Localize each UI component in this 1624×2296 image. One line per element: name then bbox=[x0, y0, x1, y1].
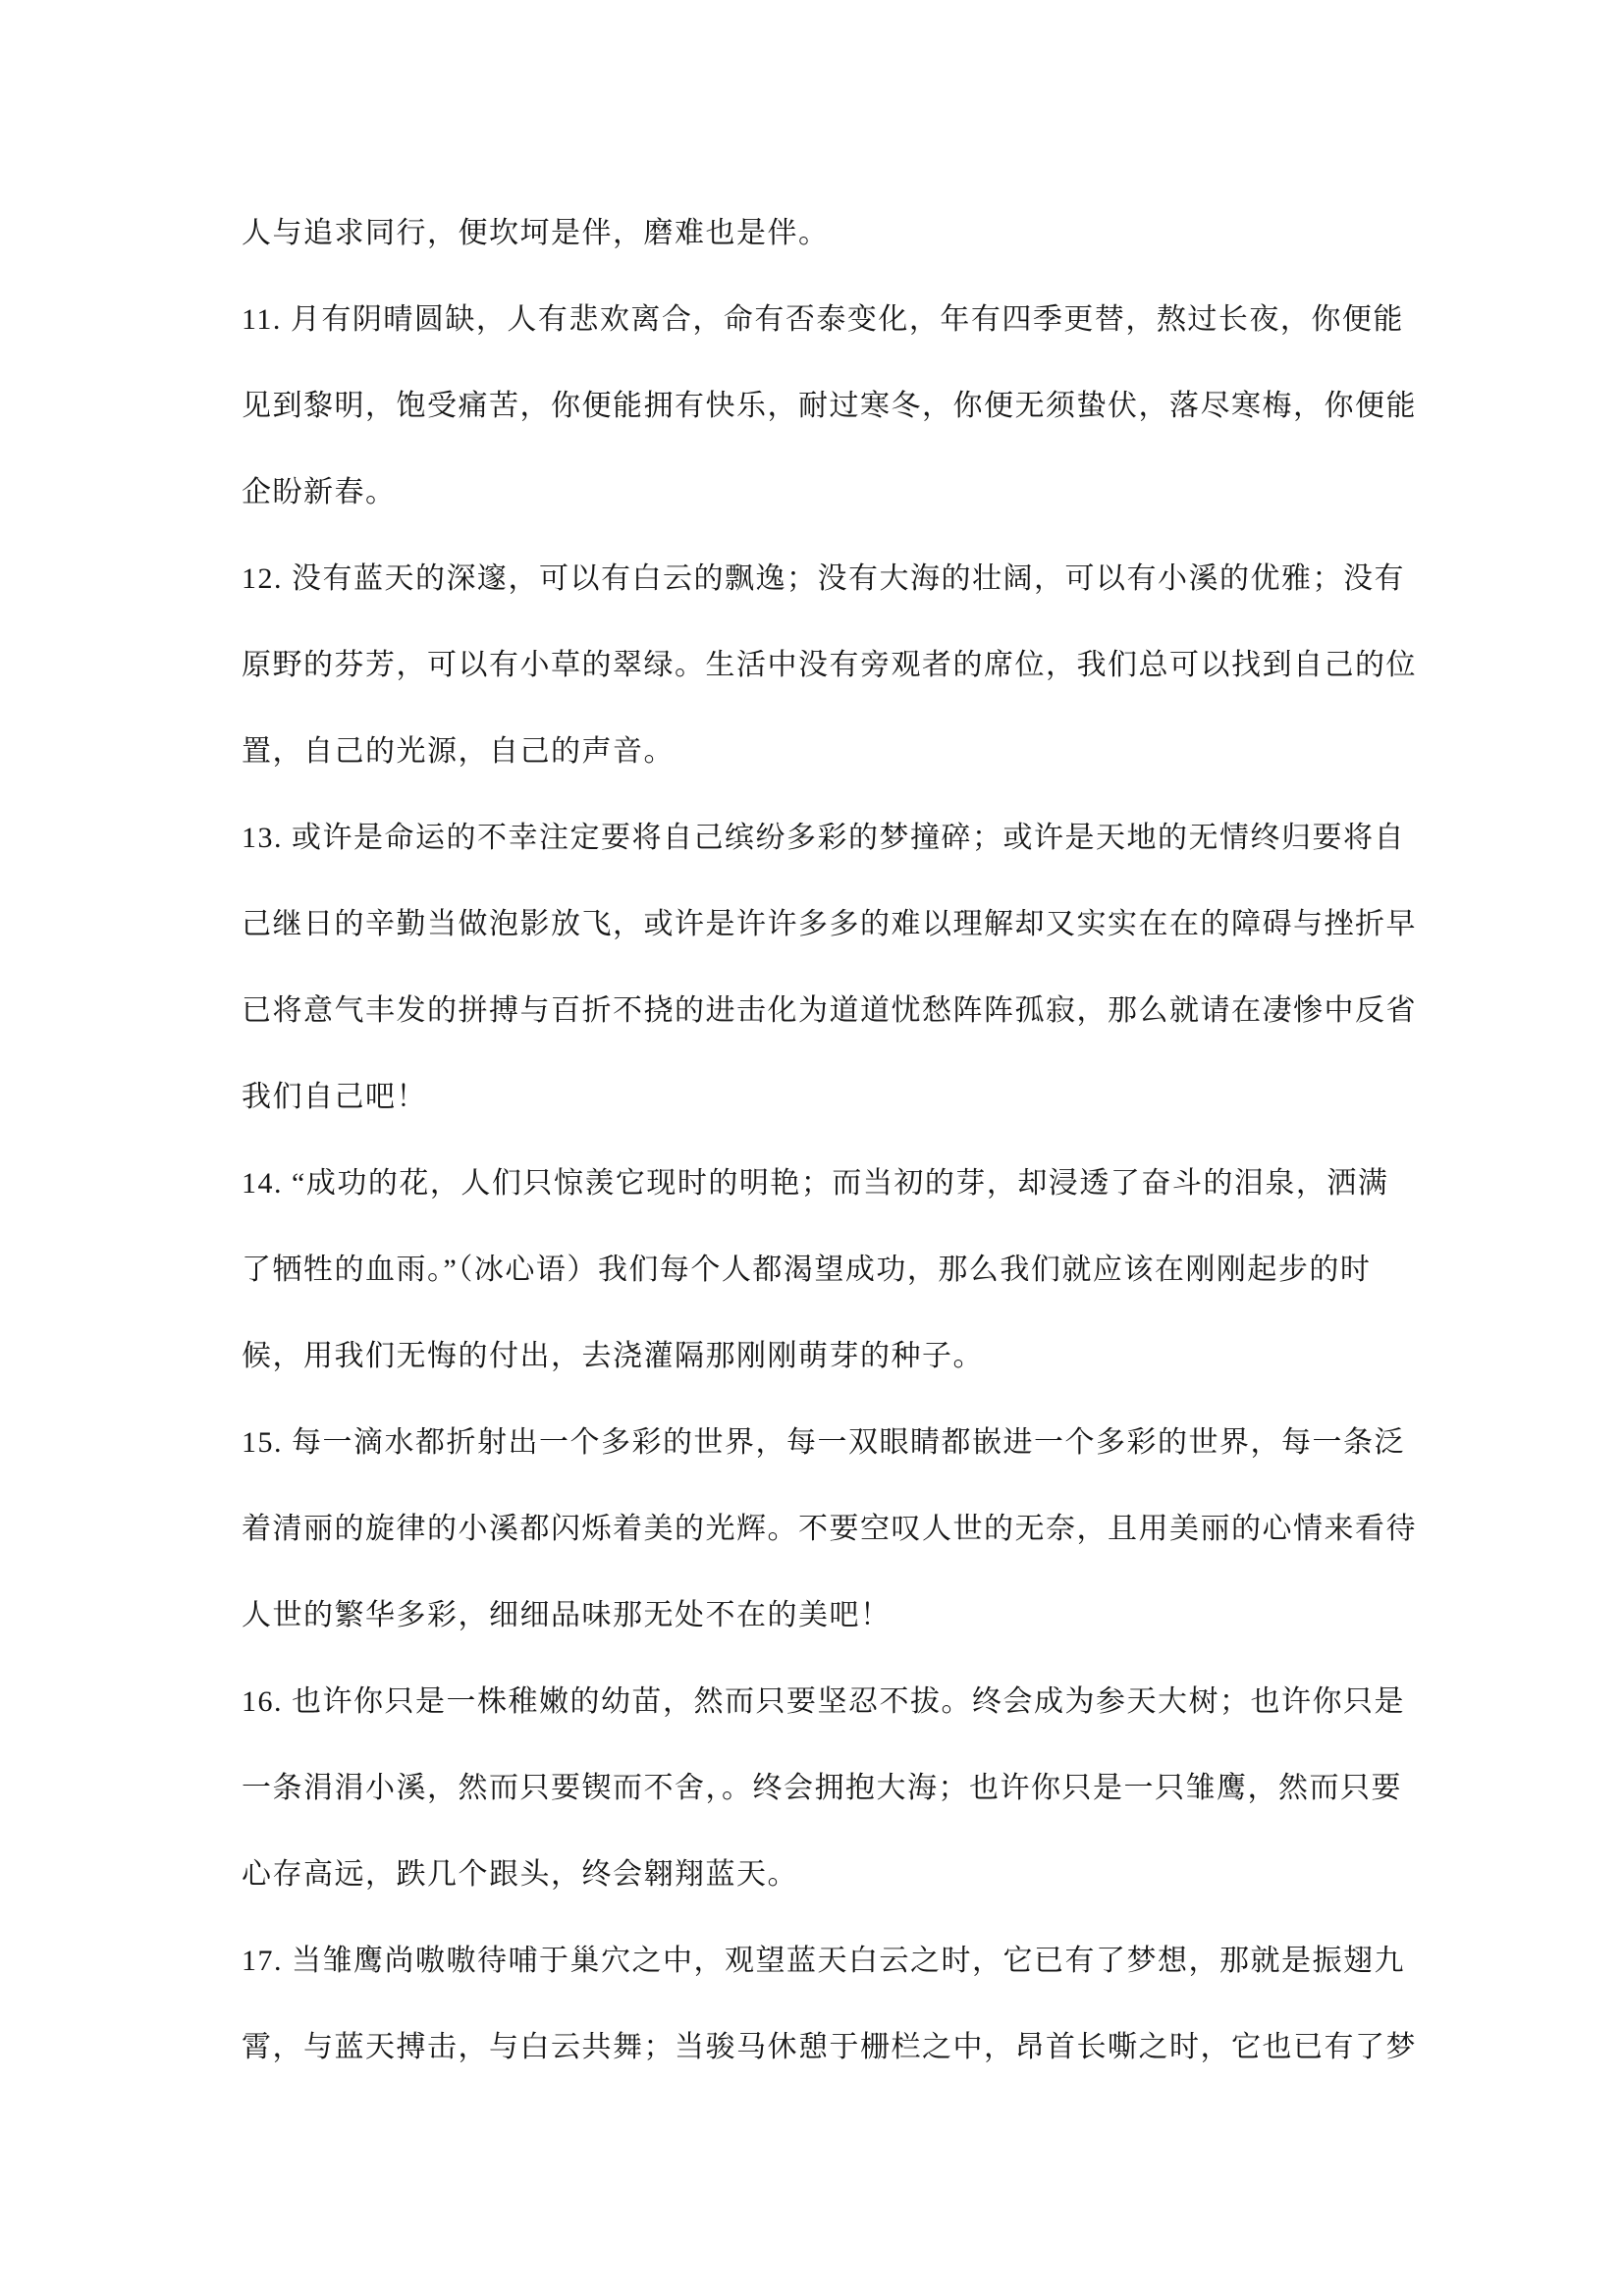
paragraph-13 bbox=[242, 795, 1417, 1141]
text-line: 心存高远，跌几个跟头，终会翱翔蓝天。 bbox=[242, 1858, 798, 1891]
text-line: 企盼新春。 bbox=[242, 476, 397, 508]
paragraph-11 bbox=[242, 277, 1417, 536]
text-line: 13. 或许是命运的不幸注定要将自己缤纷多彩的梦撞碎；或许是天地的无情终归要将自 bbox=[242, 822, 1405, 854]
paragraph-15 bbox=[242, 1400, 1417, 1659]
text-line: 人世的繁华多彩，细细品味那无处不在的美吧！ bbox=[242, 1599, 892, 1631]
text-line: 一条涓涓小溪，然而只要锲而不舍，。终会拥抱大海；也许你只是一只雏鹰，然而只要 bbox=[242, 1772, 1402, 1804]
text-line: 我们自己吧！ bbox=[242, 1081, 427, 1113]
text-line: 置，自己的光源，自己的声音。 bbox=[242, 735, 675, 768]
text-line: 15. 每一滴水都折射出一个多彩的世界，每一双眼睛都嵌进一个多彩的世界，每一条泛 bbox=[242, 1426, 1405, 1459]
text-line: 17. 当雏鹰尚嗷嗷待哺于巢穴之中，观望蓝天白云之时，它已有了梦想，那就是振翅九 bbox=[242, 1945, 1405, 1977]
text-line: 原野的芬芳，可以有小草的翠绿。生活中没有旁观者的席位，我们总可以找到自己的位 bbox=[242, 649, 1417, 681]
document-text-block bbox=[242, 190, 1417, 2091]
paragraph-12 bbox=[242, 536, 1417, 795]
text-line: 见到黎明，饱受痛苦，你便能拥有快乐，耐过寒冬，你便无须蛰伏，落尽寒梅，你便能 bbox=[242, 390, 1417, 422]
text-line: 着清丽的旋律的小溪都闪烁着美的光辉。不要空叹人世的无奈，且用美丽的心情来看待 bbox=[242, 1513, 1417, 1545]
text-line: 16. 也许你只是一株稚嫩的幼苗，然而只要坚忍不拔。终会成为参天大树；也许你只是 bbox=[242, 1685, 1405, 1718]
paragraph-14 bbox=[242, 1141, 1390, 1400]
text-line: 人与追求同行，便坎坷是伴，磨难也是伴。 bbox=[242, 217, 830, 249]
text-line: 候，用我们无悔的付出，去浇灌隔那刚刚萌芽的种子。 bbox=[242, 1340, 984, 1372]
text-line: 霄，与蓝天搏击，与白云共舞；当骏马休憩于栅栏之中，昂首长嘶之时，它也已有了梦 bbox=[242, 2031, 1417, 2063]
text-line: 已将意气丰发的拼搏与百折不挠的进击化为道道忧愁阵阵孤寂，那么就请在凄惨中反省 bbox=[242, 994, 1417, 1027]
text-line: 14. “成功的花，人们只惊羡它现时的明艳；而当初的芽，却浸透了奋斗的泪泉，洒满 bbox=[242, 1167, 1389, 1200]
paragraph-16 bbox=[242, 1659, 1405, 1918]
paragraph-continuation bbox=[242, 190, 1390, 277]
text-line: 了牺牲的血雨。”（冰心语）我们每个人都渴望成功，那么我们就应该在刚刚起步的时 bbox=[242, 1254, 1372, 1286]
text-line: 己继日的辛勤当做泡影放飞，或许是许许多多的难以理解却又实实在在的障碍与挫折早 bbox=[242, 908, 1417, 940]
text-line: 12. 没有蓝天的深邃，可以有白云的飘逸；没有大海的壮阔，可以有小溪的优雅；没有 bbox=[242, 562, 1405, 595]
text-line: 11. 月有阴晴圆缺，人有悲欢离合，命有否泰变化，年有四季更替，熬过长夜，你便能 bbox=[242, 303, 1404, 336]
paragraph-17 bbox=[242, 1918, 1417, 2091]
